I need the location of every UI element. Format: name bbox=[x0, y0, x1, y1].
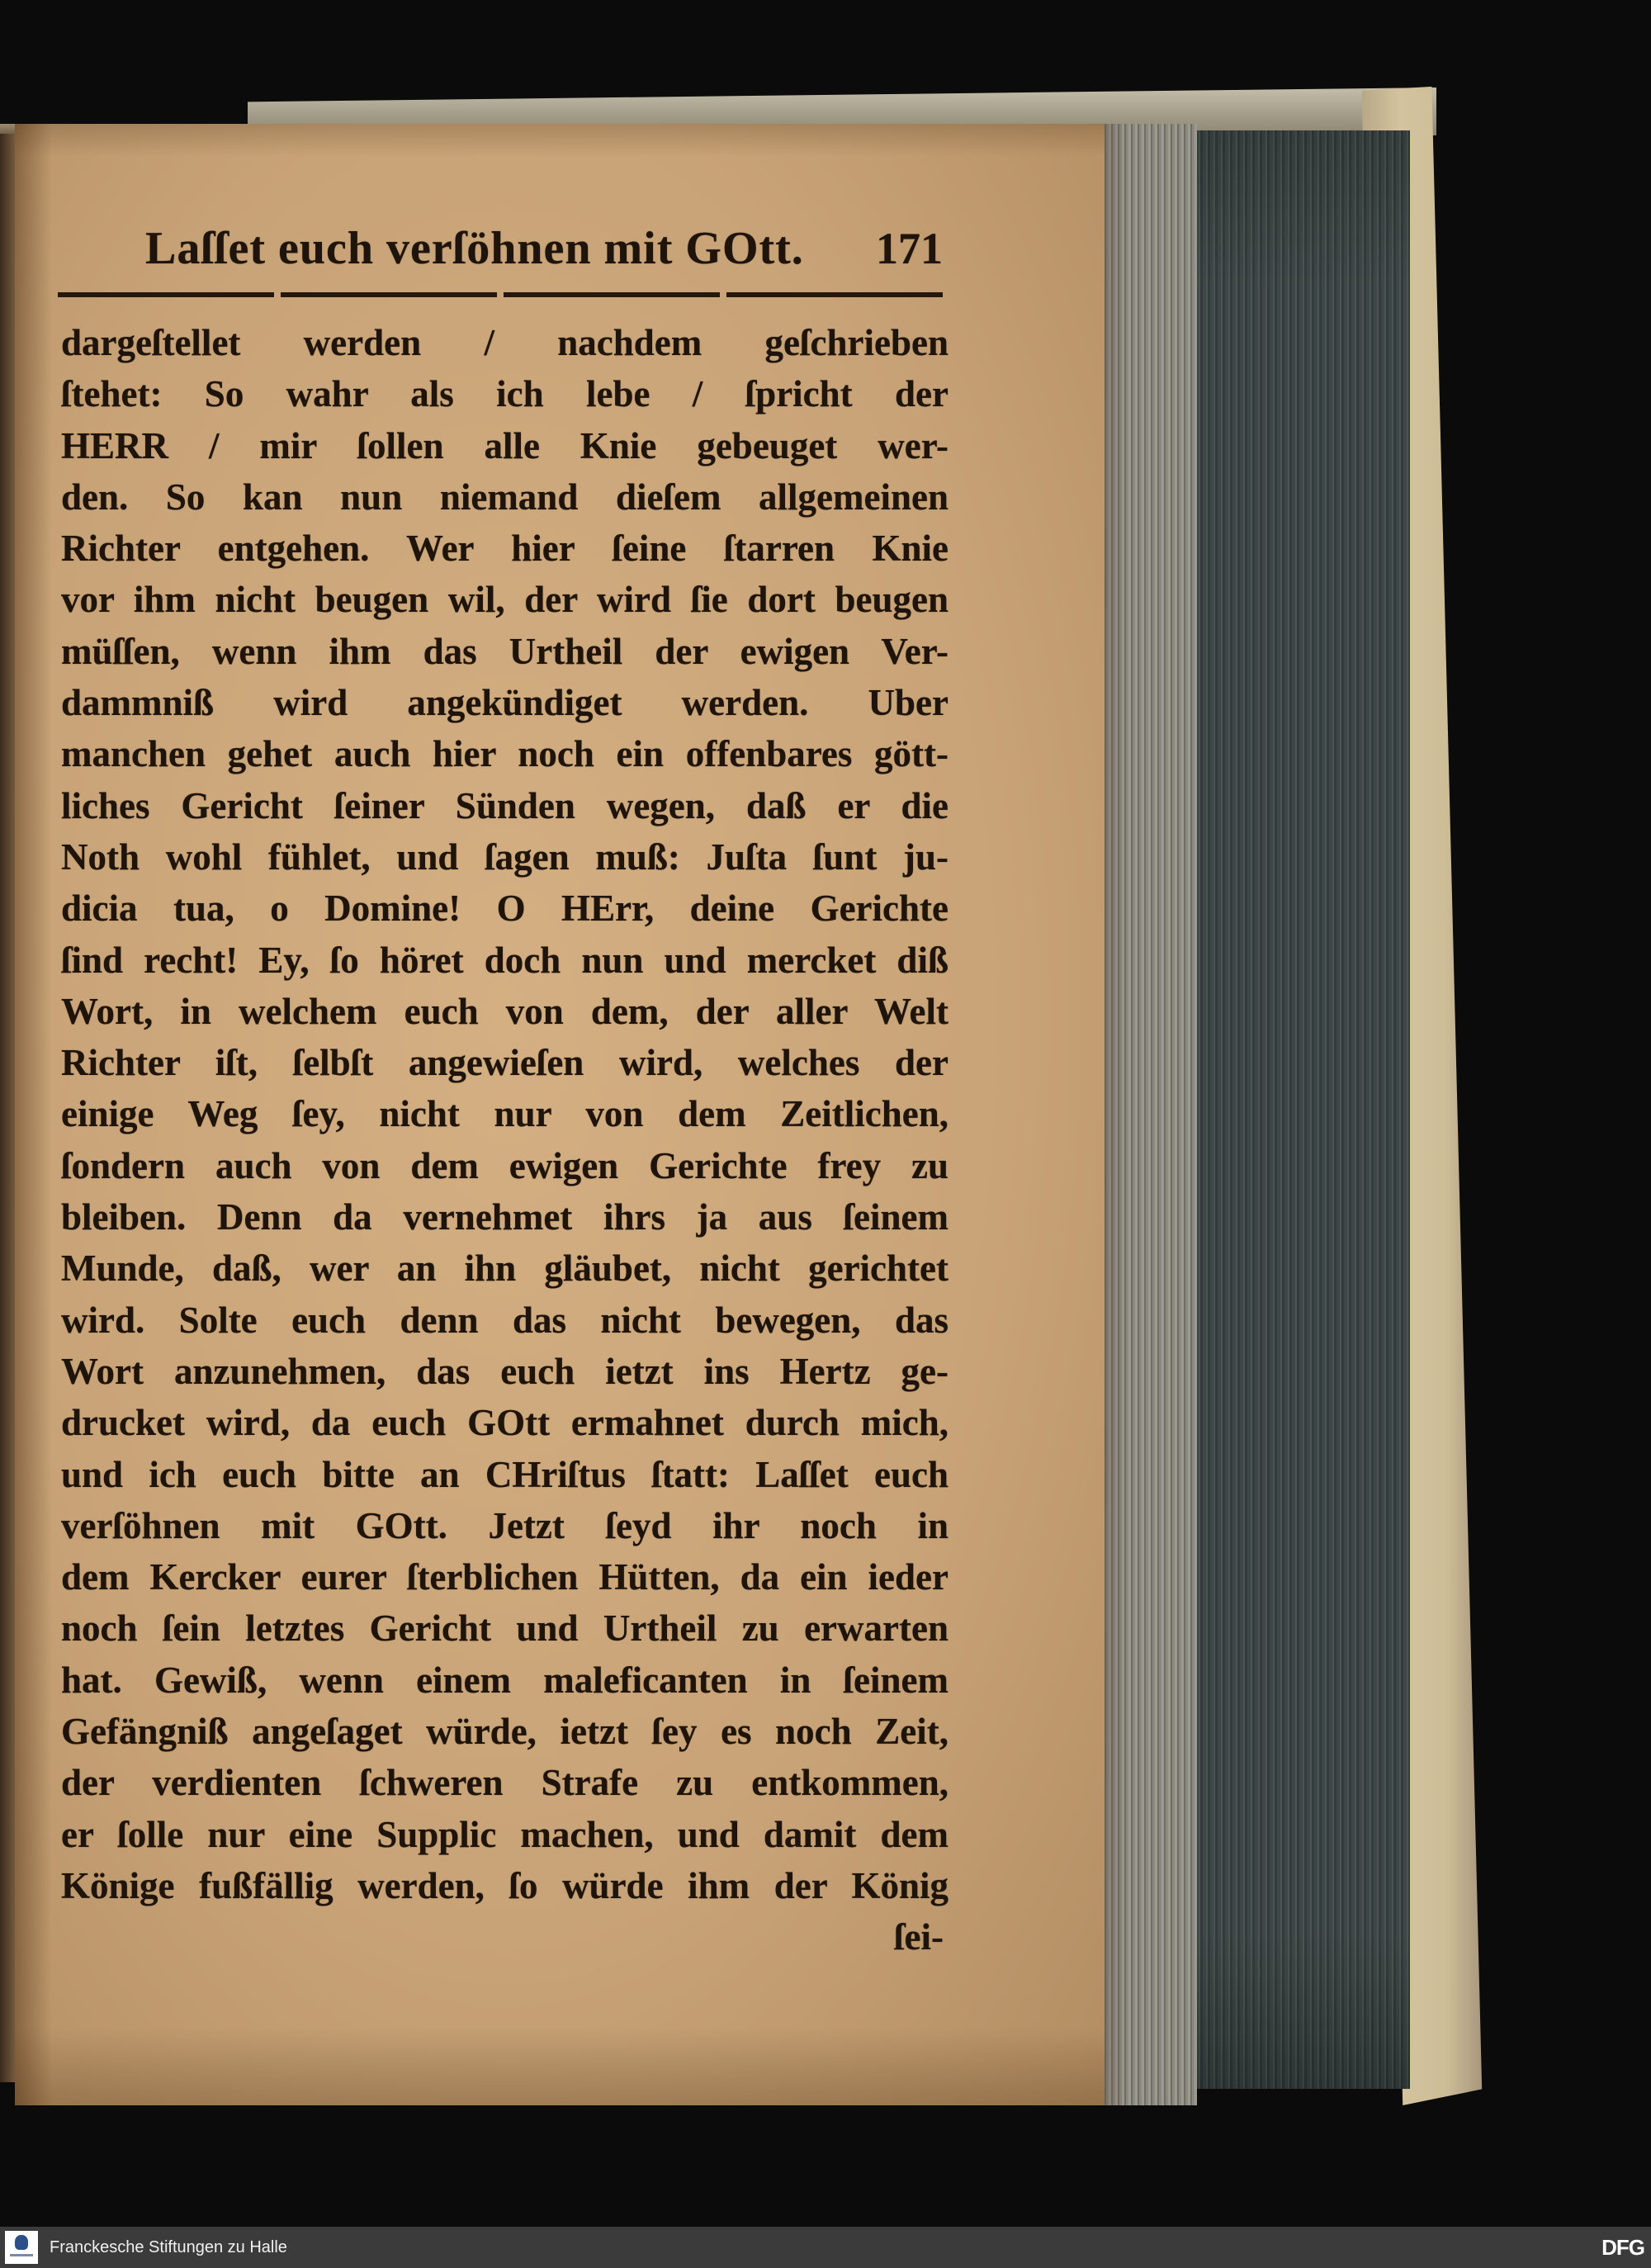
text-line: hat. Gewiß, wenn einem maleficanten in ſeinem bbox=[61, 1659, 948, 1701]
text-line: einige Weg ſey, nicht nur von dem Zeitlichen, bbox=[61, 1093, 948, 1135]
text-line: Könige fußfällig werden, ſo würde ihm der König bbox=[61, 1864, 948, 1906]
header-rule bbox=[58, 292, 943, 297]
text-line: drucket wird, da euch GOtt ermahnet durch mich, bbox=[61, 1402, 948, 1444]
catchword: ſei- bbox=[894, 1916, 944, 1958]
institution-seal-icon bbox=[5, 2231, 38, 2264]
text-line: dargeſtellet werden / nachdem geſchrieben bbox=[61, 322, 948, 363]
text-line: Richter entgehen. Wer hier ſeine ſtarren Knie bbox=[61, 528, 948, 570]
text-line: HERR / mir ſollen alle Knie gebeuget wer- bbox=[61, 424, 948, 466]
text-line: Wort, in welchem euch von dem, der aller Welt bbox=[61, 990, 948, 1032]
text-line: dicia tua, o Domine! O HErr, deine Gerichte bbox=[61, 888, 948, 930]
text-line: dem Kercker eurer ſterblichen Hütten, da ein ieder bbox=[61, 1556, 948, 1598]
text-line: liches Gericht ſeiner Sünden wegen, daß er die bbox=[61, 784, 948, 826]
page-number: 171 bbox=[876, 224, 943, 273]
text-line: und ich euch bitte an CHriſtus ſtatt: Laſſet euch bbox=[61, 1453, 948, 1495]
text-line: Gefängniß angeſaget würde, ietzt ſey es noch Zeit, bbox=[61, 1711, 948, 1753]
running-head: Laſſet euch verſöhnen mit GOtt. bbox=[145, 223, 804, 274]
text-line: noch ſein letztes Gericht und Urtheil zu erwarten bbox=[61, 1607, 948, 1650]
institution-name: Franckesche Stiftungen zu Halle bbox=[50, 2238, 287, 2256]
text-line: wird. Solte euch denn das nicht bewegen, das bbox=[61, 1299, 948, 1341]
text-line: er ſolle nur eine Supplic machen, und damit dem bbox=[61, 1813, 948, 1855]
text-line: Munde, daß, wer an ihn gläubet, nicht gerichtet bbox=[61, 1248, 948, 1290]
text-line: manchen gehet auch hier noch ein offenbares gött- bbox=[61, 733, 948, 775]
text-line: dammniß wird angekündiget werden. Uber bbox=[61, 682, 948, 724]
text-line: bleiben. Denn da vernehmet ihrs ja aus ſeinem bbox=[61, 1196, 948, 1238]
page-block-fore-edge bbox=[1195, 130, 1410, 2089]
text-line: Noth wohl fühlet, und ſagen muß: Juſta ſunt ju- bbox=[61, 836, 948, 878]
page-block-fore-edge-light bbox=[1102, 124, 1197, 2105]
text-line: Richter iſt, ſelbſt angewieſen wird, welches der bbox=[61, 1042, 948, 1084]
text-line: den. So kan nun niemand dieſem allgemeinen bbox=[61, 476, 948, 518]
text-line: der verdienten ſchweren Strafe zu entkommen, bbox=[61, 1762, 948, 1804]
text-line: ſind recht! Ey, ſo höret doch nun und mercket diß bbox=[61, 939, 948, 981]
text-line: Wort anzunehmen, das euch ietzt ins Hertz ge- bbox=[61, 1350, 948, 1392]
facing-page-edge bbox=[0, 134, 17, 2082]
seal-caption-mark bbox=[10, 2254, 33, 2256]
text-line: vor ihm nicht beugen wil, der wird ſie dort beugen bbox=[61, 579, 948, 621]
dfg-logo: DFG bbox=[1601, 2235, 1644, 2260]
text-line: verſöhnen mit GOtt. Jetzt ſeyd ihr noch in bbox=[61, 1504, 948, 1546]
text-line: ſondern auch von dem ewigen Gerichte frey zu bbox=[61, 1144, 948, 1186]
text-line: ſtehet: So wahr als ich lebe / ſpricht der bbox=[61, 373, 948, 415]
seal-emblem bbox=[15, 2235, 28, 2250]
text-line: müſſen, wenn ihm das Urtheil der ewigen Ver- bbox=[61, 630, 948, 672]
body-text bbox=[61, 317, 948, 1963]
